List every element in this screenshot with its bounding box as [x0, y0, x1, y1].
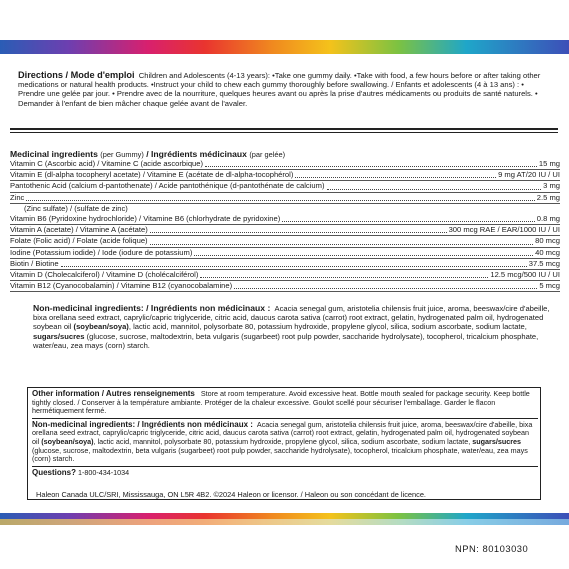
questions-phone[interactable]: 1-800-434-1034 [78, 467, 130, 477]
ingredient-amount: 40 mcg [535, 247, 560, 257]
medicinal-heading-en-sub: (per Gummy) [100, 150, 144, 159]
other-information-box [27, 387, 541, 500]
ingredient-row [10, 214, 560, 225]
ingredient-row [10, 193, 560, 204]
ingredient-amount: 3 mg [543, 181, 560, 191]
ingredient-name: Pantothenic Acid (calcium d-pantothenate) / Acide pantothénique (d-pantothénate de calcium) [10, 181, 325, 191]
box-non-medicinal-heading: Non-medicinal ingredients: / Ingrédients non médicinaux : [32, 419, 253, 429]
box-non-medicinal-allergen: (soybean/soya) [41, 436, 94, 446]
ingredient-name: Vitamin B12 (Cyanocobalamin) / Vitamine B12 (cyanocobalamine) [10, 281, 233, 291]
box-non-medicinal-body-a: Acacia senegal gum, aristotelia chilensis fruit juice, aroma, beeswax/cire d'abeille, bixa orellana seed extract, caprylic/capric triglyceride, citric acid, daucus carota sativa (carrot) root extract, gelatin, hydrogenated palm oil, hydrogenated soybean oil [32, 419, 533, 446]
rainbow-band-bottom [0, 513, 569, 525]
ingredient-amount: 37.5 mcg [528, 258, 560, 268]
non-medicinal-body-c: , lactic acid, mannitol, polysorbate 80, potassium hydroxide, propylene glycol, silica, sodium ascorbate, sodium lactate, [128, 322, 527, 332]
ingredient-amount: 0.8 mg [536, 214, 560, 224]
ingredient-name: Folate (Folic acid) / Folate (acide folique) [10, 236, 148, 246]
medicinal-ingredients-section [10, 149, 560, 292]
ingredient-name: Vitamin E (dl-alpha tocopheryl acetate) / Vitamine E (acétate de dl-alpha-tocophérol) [10, 170, 294, 180]
directions-heading: Directions / Mode d'emploi [18, 70, 135, 80]
ingredient-row [10, 248, 560, 259]
non-medicinal-body-a: Acacia senegal gum, aristotelia chilensis fruit juice, aroma, beeswax/cire d'abeille, bixa orellana seed extract, caprylic/capric triglyceride, citric acid, daucus carota sativa (carrot) root extract, gelatin, hydrogenated palm oil, hydrogenated soybean oil [33, 304, 550, 332]
ingredient-row [10, 259, 560, 270]
questions-line [32, 469, 538, 478]
leader-dots [194, 255, 533, 256]
leader-dots [26, 200, 534, 201]
ingredient-amount: 80 mcg [535, 236, 560, 246]
ingredient-name: Biotin / Biotine [10, 258, 59, 268]
medicinal-heading-en: Medicinal ingredients [10, 149, 98, 159]
box-non-medicinal-body-e: (glucose, sucrose, maltodextrin, beta vulgaris (sugarbeet) root pulp powder, saccharide hydrolysate), tocopherol, tricalcium phosphate, water/eau, zea mays (corn) starch. [32, 445, 528, 464]
ingredient-name: Zinc [10, 192, 25, 202]
medicinal-heading-fr: / Ingrédients médicinaux [146, 149, 247, 159]
company-line: Haleon Canada ULC/SRI, Mississauga, ON L5R 4B2. ©2024 Haleon or licensor. / Haleon ou son concédant de licence. [36, 490, 426, 499]
non-medicinal-section [33, 304, 553, 350]
leader-dots [150, 244, 534, 245]
section-divider [10, 128, 558, 130]
non-medicinal-body-e: (glucose, sucrose, maltodextrin, beta vulgaris (sugarbeet) root pulp powder, saccharide hydrolysate), tocopherol, tricalcium phosphate, water/eau, zea mays (corn) starch. [33, 331, 539, 350]
ingredient-row [10, 181, 560, 192]
medicinal-heading-fr-sub: (par gelée) [249, 150, 286, 159]
ingredient-amount: 12.5 mcg/500 IU / UI [490, 270, 560, 280]
ingredient-name: Vitamin C (Ascorbic acid) / Vitamine C (acide ascorbique) [10, 159, 204, 168]
box-non-medicinal-block [32, 421, 538, 464]
box-divider [32, 418, 538, 419]
leader-dots [61, 266, 527, 267]
other-info-heading: Other information / Autres renseignements [32, 389, 195, 398]
ingredient-amount: 2.5 mg [536, 192, 560, 202]
ingredient-row [10, 170, 560, 181]
ingredient-row [10, 225, 560, 236]
ingredient-name: Iodine (Potassium iodide) / Iode (iodure de potassium) [10, 247, 193, 257]
ingredient-name: Vitamin A (acetate) / Vitamine A (acétate) [10, 225, 148, 235]
ingredient-row [10, 270, 560, 281]
ingredient-name: Vitamin B6 (Pyridoxine hydrochloride) / Vitamine B6 (chlorhydrate de pyridoxine) [10, 214, 281, 224]
ingredient-amount: 5 mcg [539, 281, 560, 291]
leader-dots [205, 166, 537, 167]
medicinal-heading [10, 149, 560, 159]
directions-body: Children and Adolescents (4-13 years): •Take one gummy daily. •Take with food, a few hours before or after taking other medications or natural health products. •Instruct your child to chew each gummy thoroughly before swallowing. / Enfants et adolescents (4 à 13 ans) : • Prendre une gelée par jour. • Prendre avec de la nourriture, quelques heures avant ou après la prise d'autres médicaments ou produits de santé naturels. • Demander à l'enfant de bien mâcher chaque gelée avant de l'avaler. [18, 71, 541, 108]
ingredient-name: Vitamin D (Cholecalciferol) / Vitamine D (cholécalciférol) [10, 270, 199, 280]
rainbow-band-top [0, 40, 569, 54]
leader-dots [282, 221, 535, 222]
ingredient-name: (Zinc sulfate) / (sulfate de zinc) [10, 204, 130, 214]
leader-dots [234, 288, 537, 289]
box-divider-2 [32, 466, 538, 467]
ingredient-amount: 15 mg [538, 159, 560, 168]
leader-dots [295, 177, 496, 178]
other-info-body: Store at room temperature. Avoid excessive heat. Bottle mouth sealed for package security. Keep bottle tightly closed. / Conserver à la température ambiante. Protéger de la chaleur excessive. Goulot scellé pour sécuriser l'emballage. Garder le flacon hermétiquement fermé. [32, 389, 530, 416]
ingredient-row [10, 236, 560, 247]
section-divider-thin [10, 132, 558, 133]
box-non-medicinal-sugars: sugars/sucres [472, 436, 522, 446]
non-medicinal-heading: Non-medicinal ingredients: / Ingrédients non médicinaux : [33, 303, 271, 313]
other-info-block [32, 390, 538, 416]
box-non-medicinal-body-c: , lactic acid, mannitol, polysorbate 80, potassium hydroxide, propylene glycol, silica, sodium ascorbate, sodium lactate, [93, 436, 471, 446]
non-medicinal-allergen: (soybean/soya) [73, 322, 129, 332]
ingredient-amount: 9 mg AT/20 IU / UI [498, 170, 560, 180]
non-medicinal-sugars: sugars/sucres [33, 331, 85, 341]
ingredient-row [10, 159, 560, 170]
questions-label: Questions? [32, 467, 77, 477]
directions-section [18, 71, 552, 108]
npn-number: NPN: 80103030 [455, 543, 529, 554]
ingredient-list [10, 159, 560, 292]
leader-dots [327, 189, 542, 190]
ingredient-amount: 300 mcg RAE / EAR/1000 IU / UI [448, 225, 560, 235]
ingredient-row [10, 281, 560, 292]
ingredient-row [10, 204, 560, 214]
leader-dots [150, 232, 447, 233]
leader-dots [200, 277, 488, 278]
